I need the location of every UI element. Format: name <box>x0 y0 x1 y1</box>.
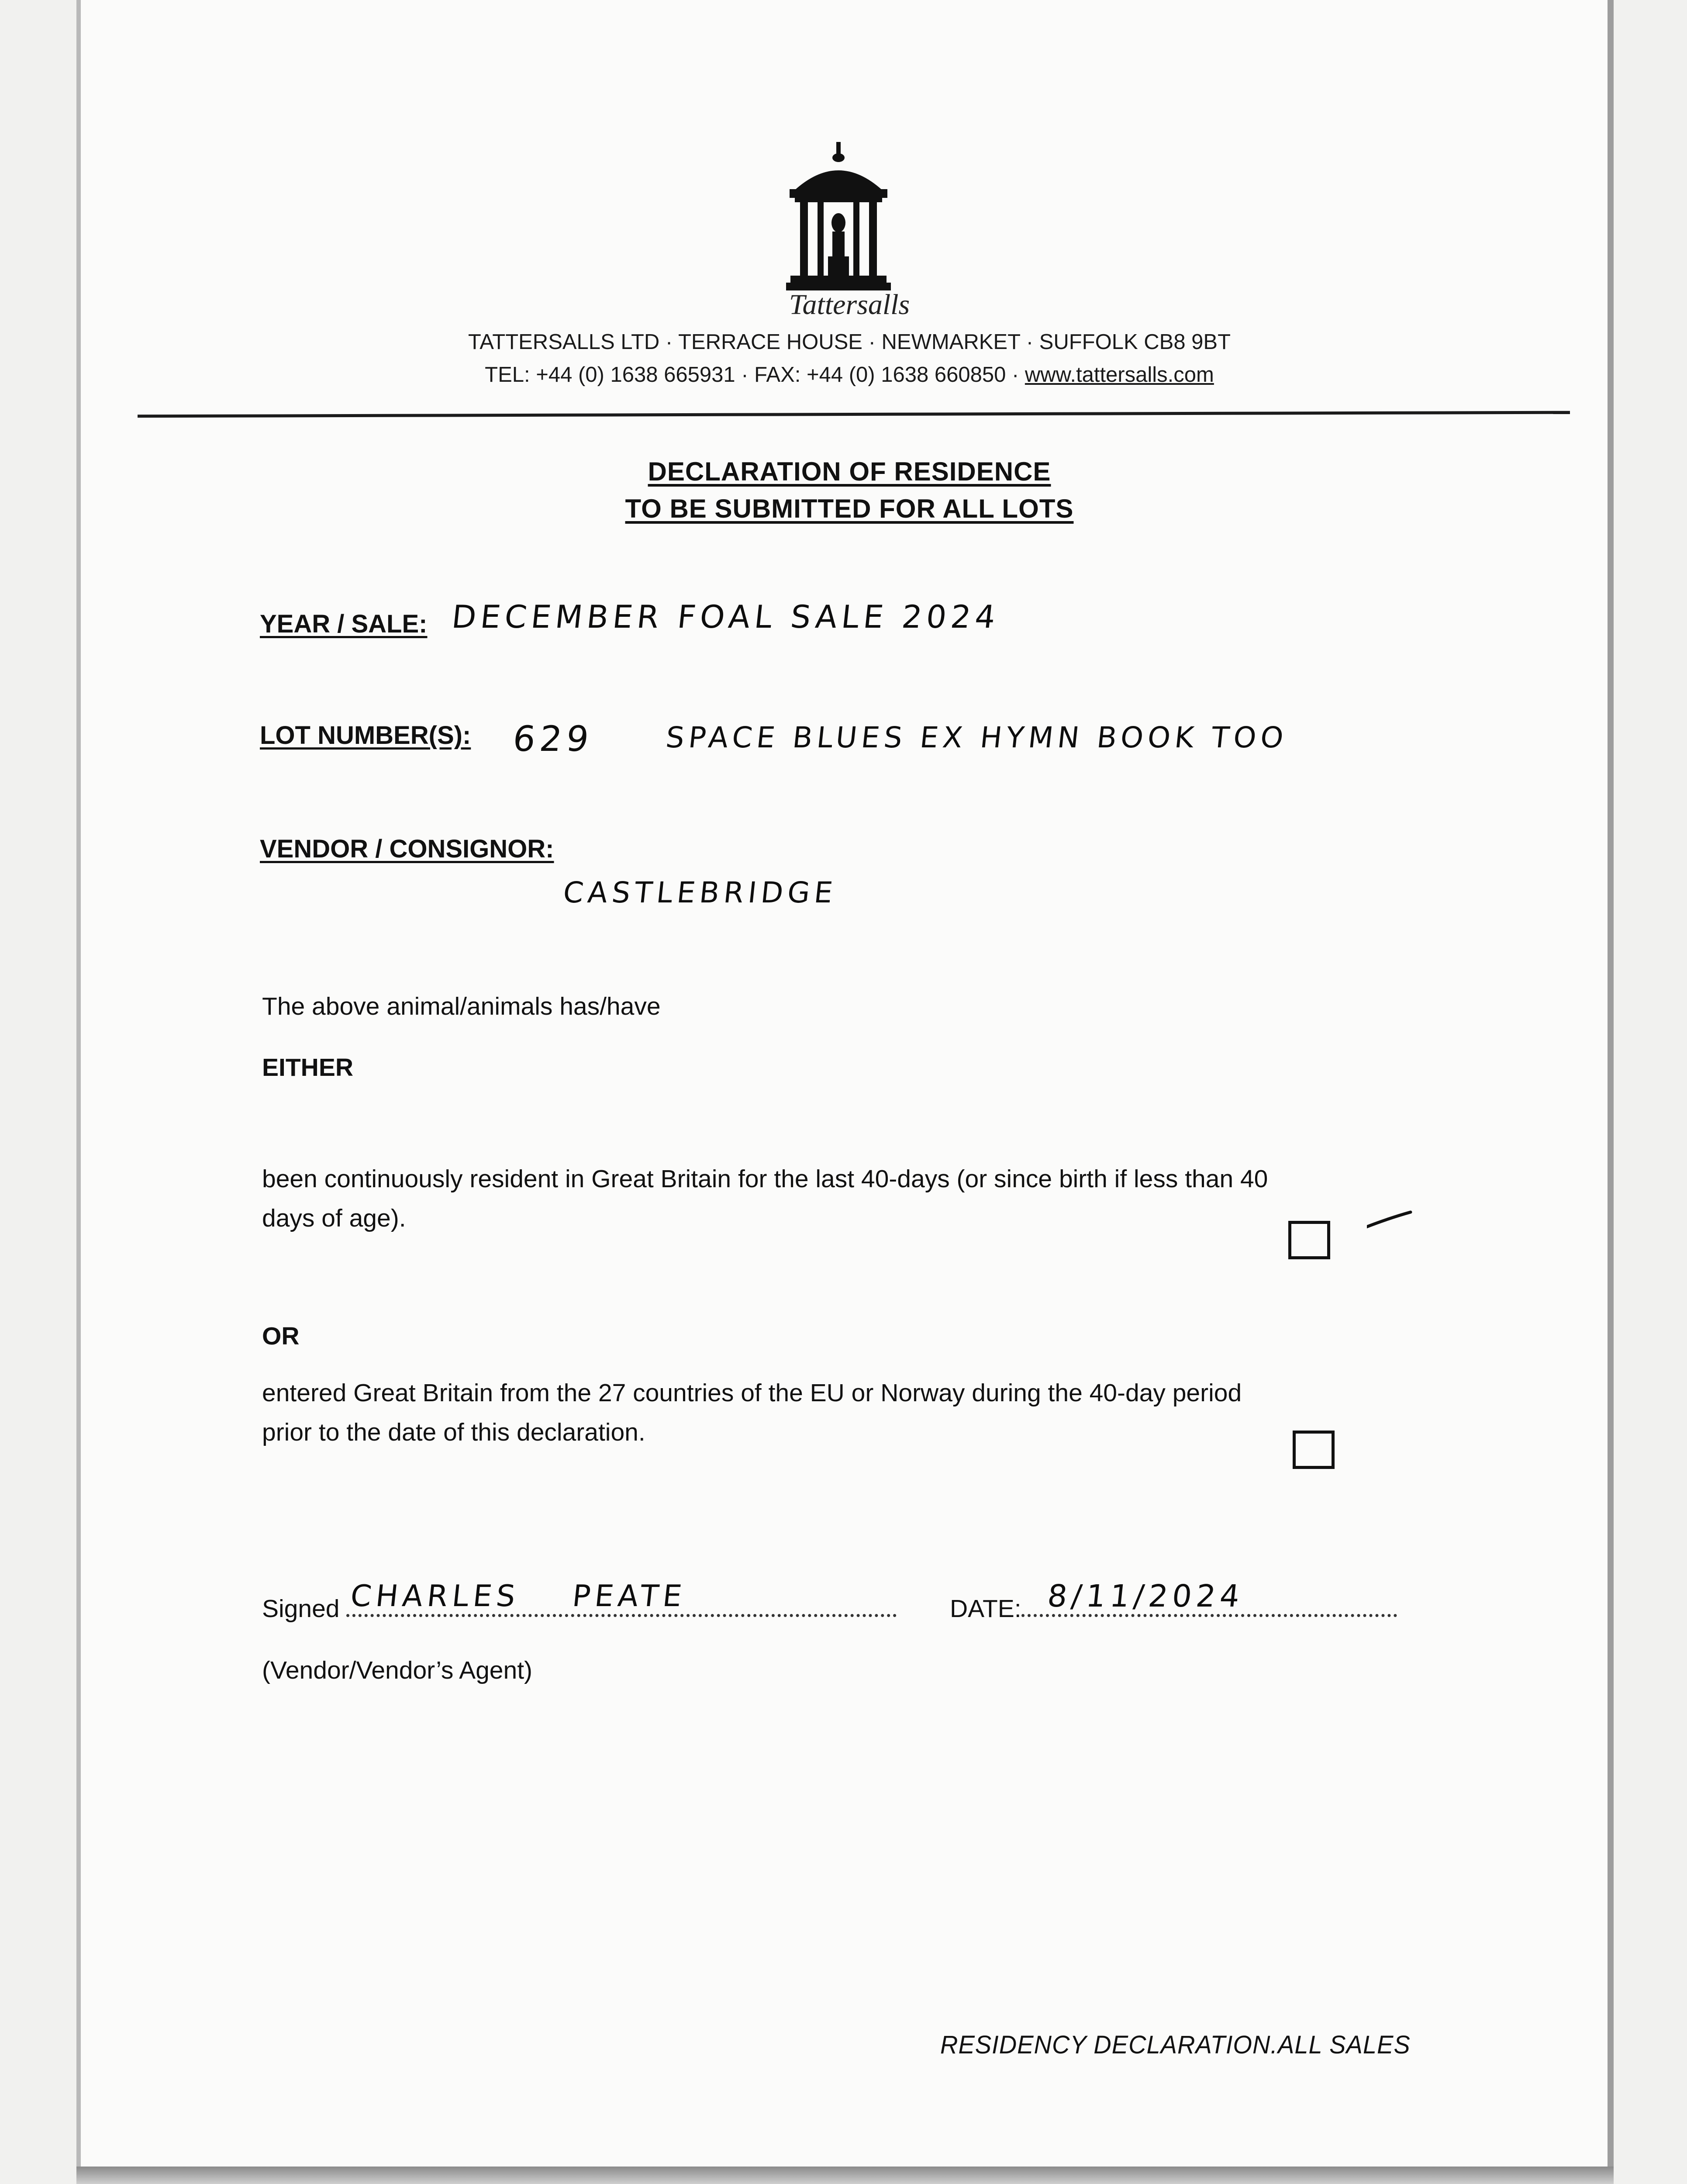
signature-value: CHARLES PEATE <box>349 1579 688 1614</box>
option1-checkbox[interactable] <box>1288 1221 1330 1259</box>
option1-line1: been continuously resident in Great Britain for the last 40-days (or since birth if less than 40 <box>262 1165 1268 1193</box>
signature-row <box>262 1579 897 1623</box>
option1-line2: days of age). <box>262 1204 406 1232</box>
option2-line1: entered Great Britain from the 27 countries of the EU or Norway during the 40-day period <box>262 1379 1242 1407</box>
intro-text: The above animal/animals has/have <box>262 992 661 1020</box>
checkmark-icon <box>1367 1206 1472 1262</box>
lot-number-label: LOT NUMBER(S): <box>260 721 471 750</box>
scan-margin-left <box>0 0 76 2184</box>
company-contact <box>81 363 1618 387</box>
option2-checkbox[interactable] <box>1293 1431 1335 1469</box>
form-subtitle: TO BE SUBMITTED FOR ALL LOTS <box>625 494 1074 523</box>
option2-line2: prior to the date of this declaration. <box>262 1418 645 1446</box>
lot-description-field[interactable]: SPACE BLUES EX HYMN BOOK TOO <box>664 721 1290 754</box>
brand-name: Tattersalls <box>789 289 910 321</box>
signed-label: Signed <box>262 1595 340 1623</box>
either-label: EITHER <box>262 1054 354 1082</box>
signature-field[interactable] <box>346 1579 897 1617</box>
contact-numbers: TEL: +44 (0) 1638 665931 · FAX: +44 (0) 1638 660850 · <box>485 363 1025 387</box>
year-sale-label: YEAR / SALE: <box>260 610 428 638</box>
lot-number-field[interactable]: 629 <box>511 719 595 759</box>
header-divider <box>138 411 1570 418</box>
signer-role: (Vendor/Vendor’s Agent) <box>262 1656 533 1684</box>
website-link[interactable]: www.tattersalls.com <box>1025 363 1214 387</box>
scan-margin-right <box>1614 0 1687 2184</box>
or-label: OR <box>262 1322 300 1350</box>
date-value: 8/11/2024 <box>1045 1578 1245 1614</box>
scan-edge-bottom <box>76 2167 1614 2184</box>
form-title: DECLARATION OF RESIDENCE <box>648 457 1051 486</box>
vendor-label: VENDOR / CONSIGNOR: <box>260 835 554 863</box>
rotunda-monument-logo <box>786 142 891 290</box>
vendor-field[interactable]: CASTLEBRIDGE <box>561 876 839 909</box>
date-field[interactable] <box>1021 1578 1397 1617</box>
form-footer: RESIDENCY DECLARATION.ALL SALES <box>940 2030 1411 2059</box>
date-label: DATE: <box>950 1595 1021 1623</box>
date-row <box>950 1578 1397 1623</box>
year-sale-field[interactable]: DECEMBER FOAL SALE 2024 <box>450 598 1002 635</box>
declaration-document <box>76 0 1614 2180</box>
company-address: TATTERSALLS LTD · TERRACE HOUSE · NEWMARKET · SUFFOLK CB8 9BT <box>468 330 1231 354</box>
